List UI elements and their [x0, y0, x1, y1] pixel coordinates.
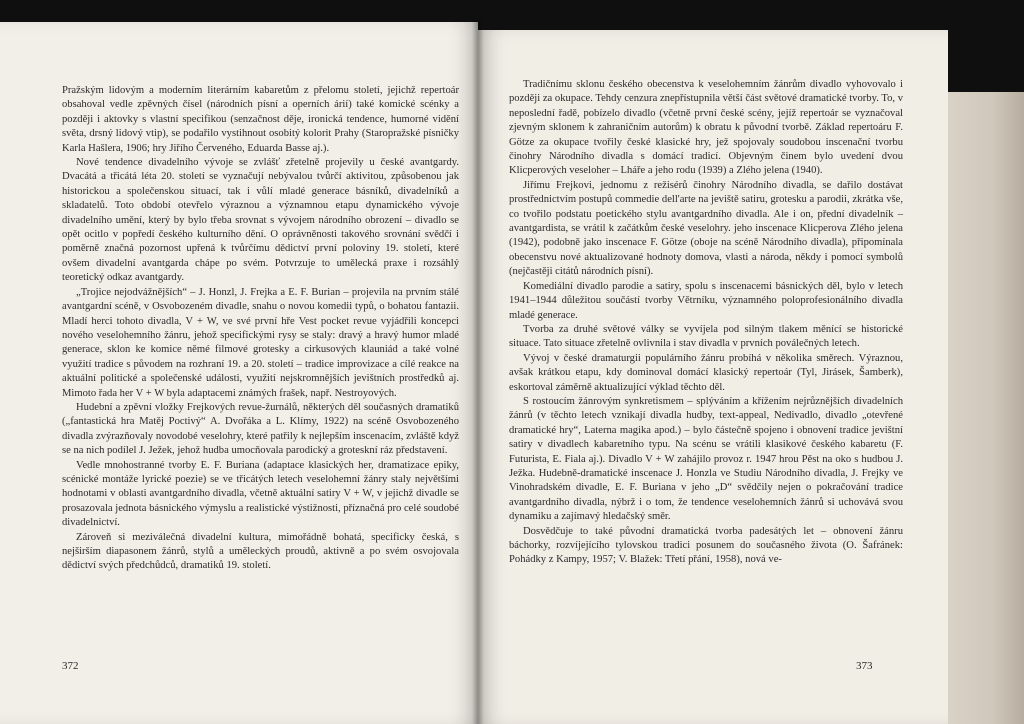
paragraph: Nové tendence divadelního vývoje se zvlášť zřetelně projevily u české avantgardy. Dvacátá a třicátá léta 20. století se vyznačují nebývalou tvůrčí aktivitou, způsobenou jak historickou a společenskou situací, tak i vůlí mladé generace básníků, divadelníků a skladatelů. Toto období otevřelo výraznou a významnou etapu dynamického vývoje divadelního umění, který by bylo třeba srovnat s vývojem národního obrození – divadlo se opět ocitlo v popředí českého kulturního dění. O oprávněnosti takového srovnání svědčí i poměrně značná pozornost upřená k tvůrčímu dědictví první poloviny 19. století, které ovšem divadelní avantgarda chápe po svém. Potvrzuje to umělecká praxe i rozsáhlý teoretický odkaz avantgardy. — [62, 157, 459, 284]
book-gutter — [472, 20, 484, 724]
left-page-text — [62, 84, 459, 574]
paragraph: Pražským lidovým a moderním literárním kabaretům z přelomu století, jejichž repertoár obsahoval vedle zpěvných čísel (národních písní a operních árií) také komické scénky a později i aktovky s vlastní specifikou (senzačnost děje, ironická tendence, humorné vidění světa, drsný lidový vtip), se podařilo vystihnout osobitý kolorit Prahy (Staropražské písničky Karla Hašlera, 1906; hry Jiřího Červeného, Eduarda Basse aj.). — [62, 85, 459, 154]
paragraph: Tvorba za druhé světové války se vyvíjela pod silným tlakem měnící se historické situace. Tato situace zřetelně ovlivnila i stav divadla v prvních poválečných letech. — [509, 323, 903, 350]
page-number: 373 — [856, 660, 873, 672]
paragraph: Zároveň si meziválečná divadelní kultura, mimořádně bohatá, specificky česká, s nejširším diapasonem žánrů, stylů a uměleckých proudů, aktivně a po svém osvojovala dědictví svých předchůdců, dramatiků 19. století. — [62, 531, 459, 572]
right-page-text — [509, 78, 903, 568]
paragraph: Komediální divadlo parodie a satiry, spolu s inscenacemi básnických děl, bylo v letech 1941–1944 důležitou součástí tvorby Větrníku, významného poloprofesionálního divadla mladé generace. — [509, 280, 903, 321]
paragraph: „Trojice nejodvážnějších“ – J. Honzl, J. Frejka a E. F. Burian – projevila na prvním stálé avantgardní scéně, v Osvobozeném divadle, snahu o novou komedii typů, o bohatou fantazii. Mladí herci tohoto divadla, V + W, ve své první hře Vest pocket revue vyjádřili koncepci nového veselohemního žánru, jehož specifickými rysy se staly: dravý a hravý humor mladé generace, sklon ke komice němé filmové grotesky a cirkusových klauniád a také volné využití tradice s původem na rozhraní 19. a 20. století – tradice improvizace a cílé reakce na aktuální politické a společenské události, využití nejskromnějších jevištních prostředků aj. Mimoto řada her V + W byla adaptacemi známých frašek, např. Nestroyových. — [62, 286, 459, 399]
paragraph: S rostoucím žánrovým synkretismem – splýváním a křížením nejrůznějších divadelních žánrů (v těchto letech vznikají divadla hudby, text-appeal, Nedivadlo, divadlo „otevřené dramatické hry“, Laterna magika apod.) – bylo částečně spojeno i obnovení tradice jevištní satiry v divadlech kabaretního typu. Na scénu se vrátili klasikové českého kabaretu (F. Futurista, E. Fiala aj.). Divadlo V + W zahájilo provoz r. 1947 hrou Pěst na oko s hudbou J. Ježka. Hudebně-dramatické inscenace J. Honzla ve Studiu Národního divadla, J. Frejky ve Vinohradském divadle, E. F. Buriana v jeho „D“ svědčily nejen o pokračování tradice avantgardního divadla, nýbrž i o tom, že tendence veselohemních žánrů si uchovává svou dynamiku a zajímavý hledačský směr. — [509, 395, 903, 523]
paragraph: Tradičnímu sklonu českého obecenstva k veselohemním žánrům divadlo vyhovovalo i později za okupace. Tehdy cenzura znepřístupnila větší část světové dramatické tvorby. To, v neposlední řadě, pobízelo divadlo (včetně první české scény, jejíž repertoár se vyznačoval zjevným sklonem k zahraničním autorům) k obratu k původní tvorbě. Základ repertoáru F. Götze za okupace tvořily české klasické hry, jež spojovaly soudobou inscenační tvorbu činohry Národního divadla s domácí tradicí. Objevným činem bylo uvedení dvou Klicperových veseloher – Lháře a jeho rodu (1939) a Zlého jelena (1940). — [509, 79, 903, 177]
paragraph: Hudební a zpěvní vložky Frejkových revue-žurnálů, některých děl současných dramatiků („fantastická hra Matěj Poctivý“ A. Dvořáka a L. Klímy, 1922) na scéně Osvobozeného divadla zvýrazňovaly novodobé veselohry, které patřily k nejlepším inscenacím, zvláště když se na nich podílel J. Ježek, jehož hudba umocňovala parodický a groteskní ráz představení. — [62, 401, 459, 457]
page-number: 372 — [62, 660, 79, 672]
page-edge — [948, 92, 1024, 724]
paragraph: Jiřímu Frejkovi, jednomu z režisérů činohry Národního divadla, se dařilo dostávat prostřednictvím postupů commedie dell'arte na jeviště satiru, grotesku a parodii, zkrátka vše, co tvořilo podstatu poetického stylu avantgardního divadla. Ale i on, přední divadelník – avantgardista, se vrátil k začátkům české veselohry. jeho inscenace Klicperova Zlého jelena (1942), podobně jako inscenace F. Götze (oboje na scéně Národního divadla), připomínala obecenstvu nové aktualizované hodnoty domova, vlasti a národa, někdy i pomocí symbolů (nejčastěji citátů národních písní). — [509, 179, 903, 278]
paragraph: Dosvědčuje to také původní dramatická tvorba padesátých let – obnovení žánru báchorky, rozvíjejícího tylovskou tradici posunem do současného života (O. Šafránek: Pohádky z Kampy, 1957; V. Blažek: Třetí přání, 1958), nová ve- — [509, 525, 903, 566]
paragraph: Vedle mnohostranné tvorby E. F. Buriana (adaptace klasických her, dramatizace epiky, scénické montáže lyrické poezie) se ve třicátých letech veselohemní žánry staly největšími hodnotami v oblasti avantgardního divadla, včetně aktuální satiry V + W, v jejichž divadle se prosazovala jednota básnického výmyslu a realistické výstižnosti, příznačná pro celé soudobé divadelnictví. — [62, 459, 459, 529]
paragraph: Vývoj v české dramaturgii populárního žánru probíhá v několika směrech. Výraznou, avšak krátkou etapu, kdy dominoval domácí klasický repertoár (Tyl, Jirásek, Šamberk), eskortoval záměrně aktualizující výklad těchto děl. — [509, 352, 903, 393]
